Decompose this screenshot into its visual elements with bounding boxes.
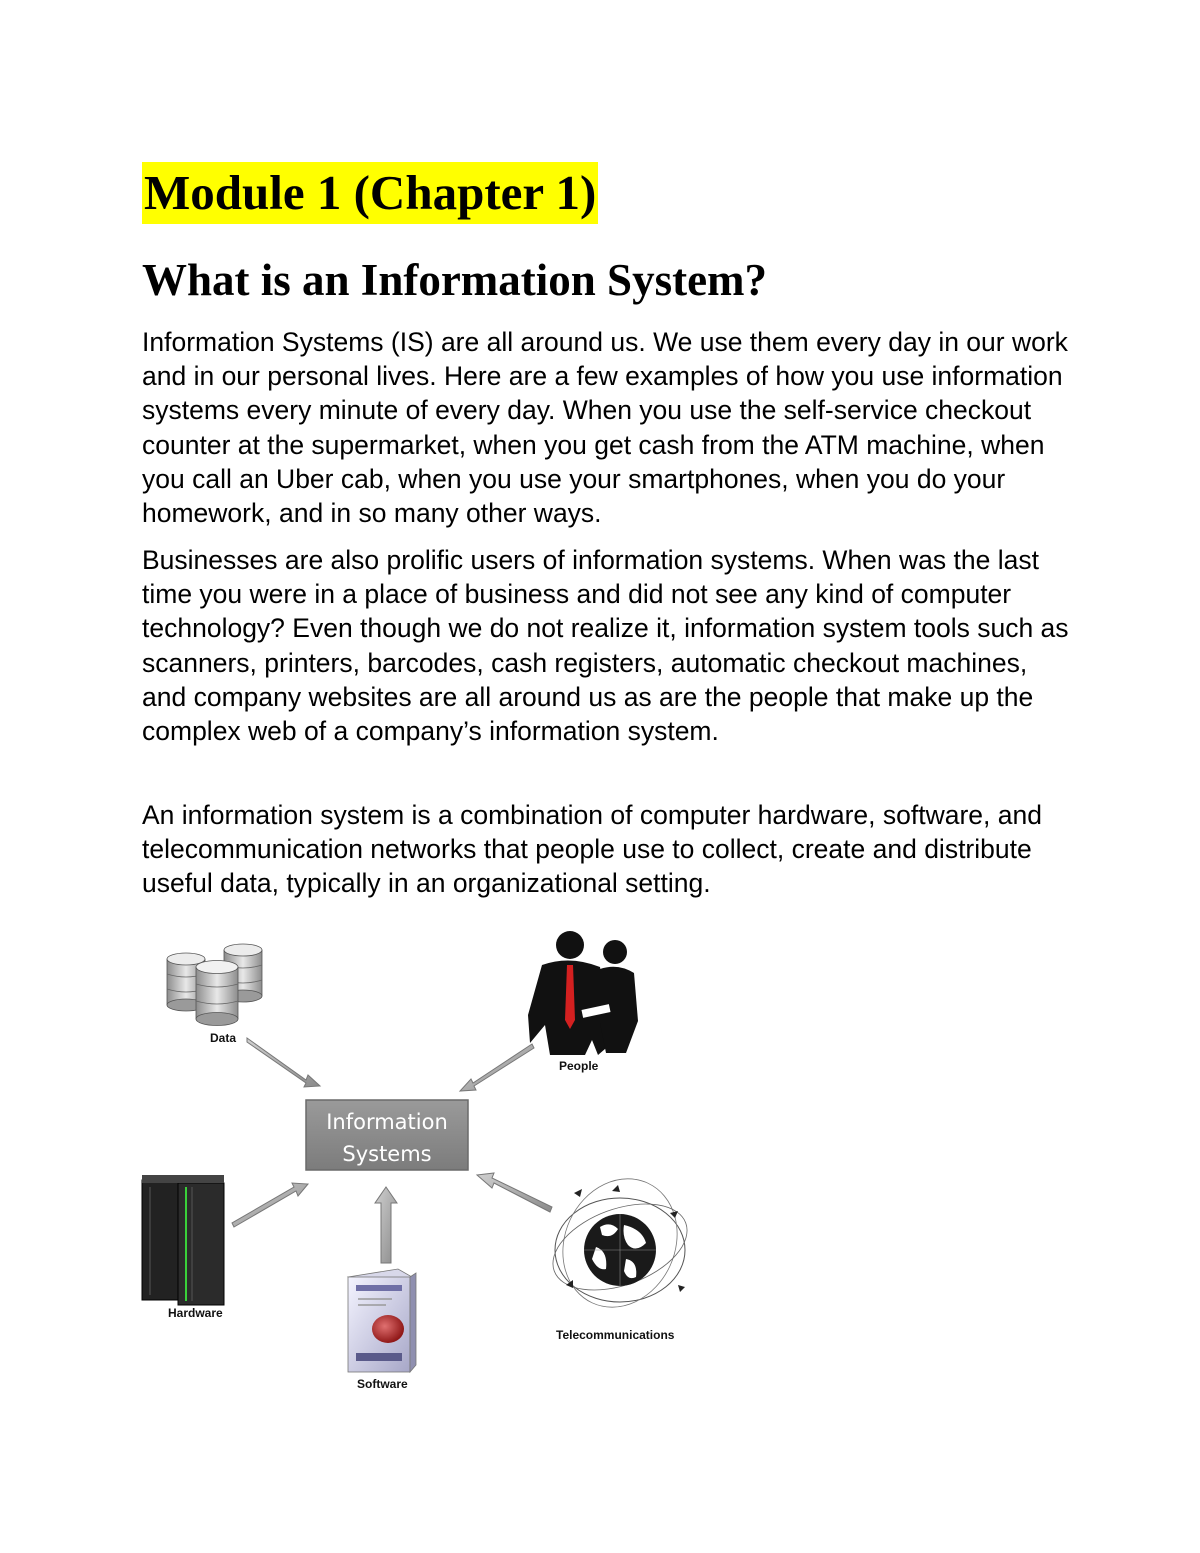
people-icon <box>528 931 638 1055</box>
module-title: Module 1 (Chapter 1) <box>142 162 598 224</box>
label-people: People <box>559 1059 599 1073</box>
globe-icon <box>541 1160 699 1326</box>
arrow-software <box>375 1187 397 1263</box>
arrow-hardware <box>232 1183 308 1227</box>
paragraph-intro: Information Systems (IS) are all around us. We use them every day in our work and in our personal lives. Here are a few examples of how you use information systems every minute of every day. When you use the self-service checkout counter at the supermarket, when you get cash from the ATM machine, when you call an Uber cab, when you use your smartphones, when you do your homework, and in so many other ways. <box>142 327 1068 529</box>
information-system-diagram <box>130 925 710 1405</box>
label-telecommunications: Telecommunications <box>556 1328 675 1342</box>
arrow-people <box>460 1044 534 1091</box>
label-hardware: Hardware <box>168 1306 223 1320</box>
arrow-telecom <box>477 1173 552 1212</box>
section-heading: What is an Information System? <box>142 255 768 305</box>
label-software: Software <box>357 1377 408 1391</box>
database-icon <box>167 944 262 1026</box>
paragraph-definition: An information system is a combination of computer hardware, software, and telecommunication networks that people use to collect, create and distribute useful data, typically in an organizational setting. <box>142 800 1042 899</box>
center-line-2: Systems <box>342 1142 432 1166</box>
paragraph-businesses: Businesses are also prolific users of information systems. When was the last time you were in a place of business and did not see any kind of computer technology? Even though we do not realize it, information system tools such as scanners, printers, barcodes, cash registers, automatic checkout machines, and company websites are all around us as are the people that make up the complex web of a company’s information system. <box>142 545 1069 747</box>
server-icon <box>142 1175 224 1305</box>
arrow-data <box>247 1038 320 1087</box>
software-box-icon <box>348 1269 416 1372</box>
information-systems-box <box>306 1100 468 1170</box>
center-line-1: Information <box>326 1110 448 1134</box>
label-data: Data <box>210 1031 237 1045</box>
